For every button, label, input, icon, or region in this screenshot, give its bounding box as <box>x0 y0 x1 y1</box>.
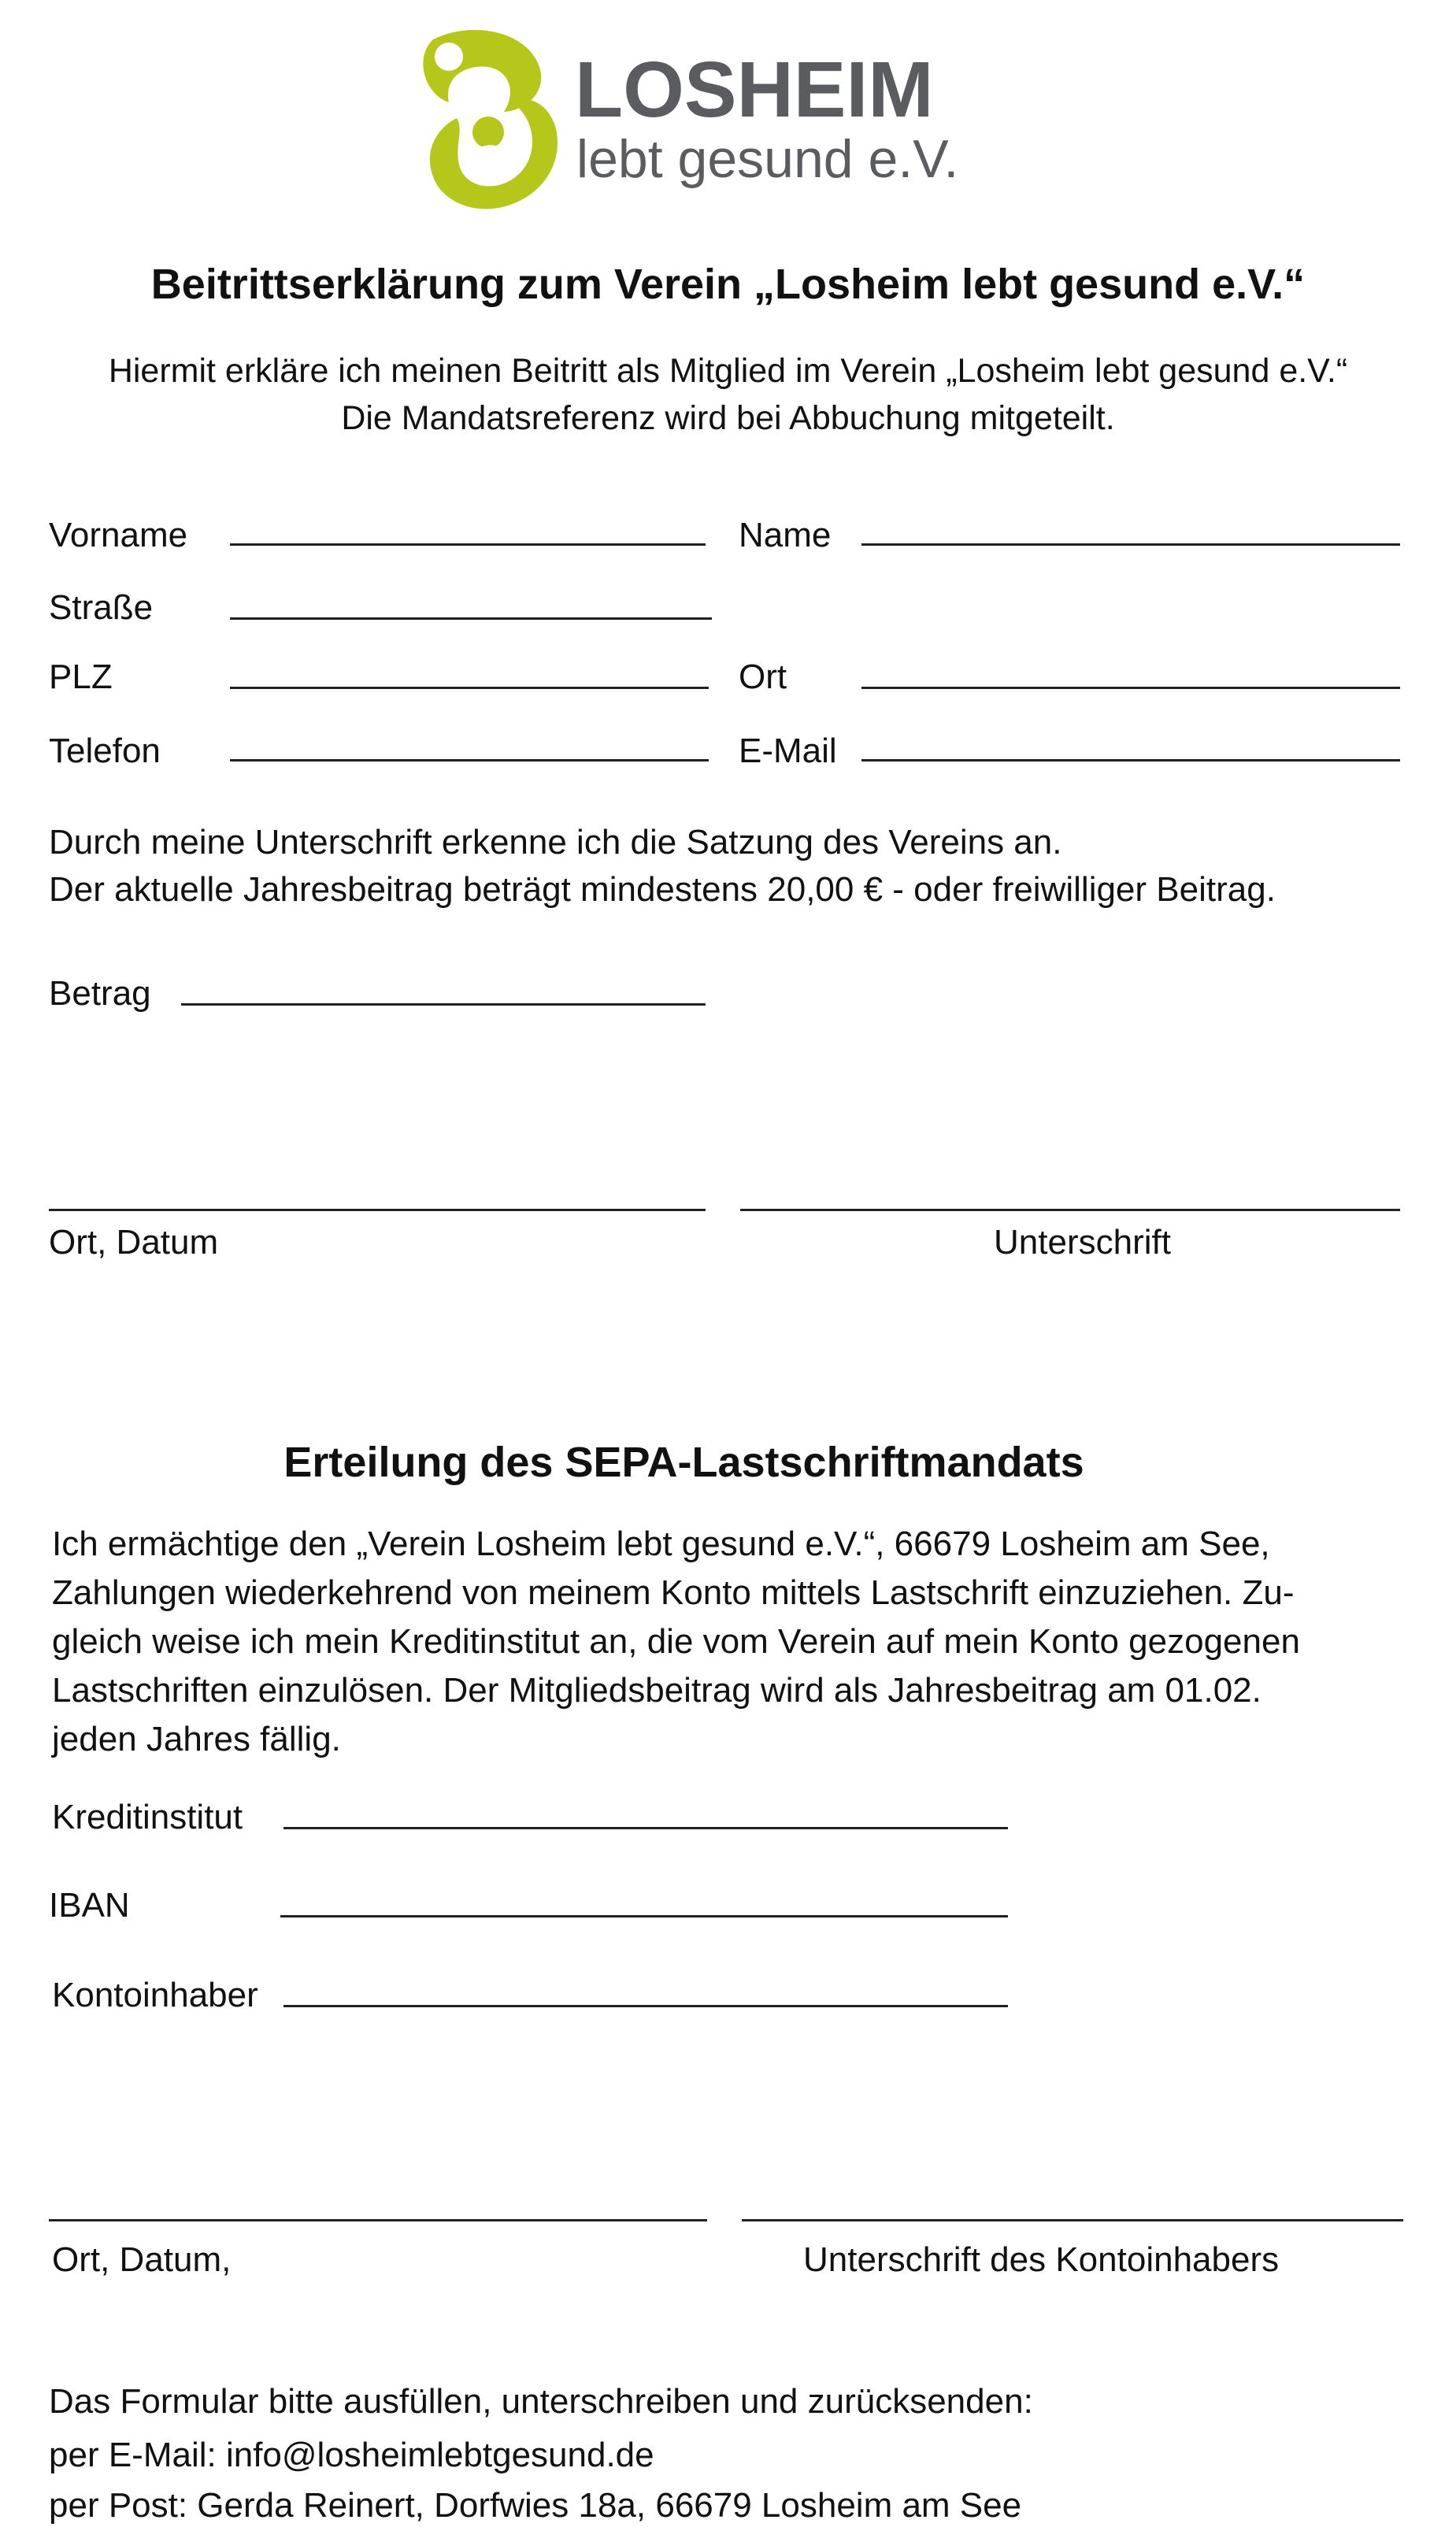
sepa-paragraph-line: Lastschriften einzulösen. Der Mitgliedsbeitrag wird als Jahresbeitrag am 01.02. <box>52 1671 1261 1710</box>
kontoinhaber-label: Kontoinhaber <box>52 1976 258 2014</box>
vorname-label: Vorname <box>49 516 188 554</box>
place-date-label: Ort, Datum <box>49 1223 219 1262</box>
sepa-signature-line[interactable] <box>742 2219 1403 2221</box>
signature-label: Unterschrift <box>994 1223 1171 1262</box>
telefon-label: Telefon <box>49 732 161 770</box>
iban-field[interactable] <box>280 1915 1008 1917</box>
membership-intro-line2: Die Mandatsreferenz wird bei Abbuchung mitgeteilt. <box>341 399 1115 437</box>
ort-label: Ort <box>739 658 787 696</box>
sepa-paragraph <box>52 1520 1406 1764</box>
name-label: Name <box>739 516 832 554</box>
logo-name: LOSHEIM <box>575 46 934 134</box>
ort-field[interactable] <box>861 687 1400 689</box>
logo-figures-icon <box>423 30 558 209</box>
vorname-field[interactable] <box>230 543 706 546</box>
name-field[interactable] <box>861 543 1400 546</box>
logo-tagline: lebt gesund e.V. <box>576 129 959 189</box>
iban-label: IBAN <box>49 1886 130 1925</box>
sepa-title: Erteilung des SEPA-Lastschriftmandats <box>283 1439 1084 1486</box>
sepa-place-date-label: Ort, Datum, <box>52 2240 232 2279</box>
footer-post: per Post: Gerda Reinert, Dorfwies 18a, 66679 Losheim am See <box>49 2486 1022 2525</box>
footer-email: per E-Mail: info@losheimlebtgesund.de <box>49 2436 654 2474</box>
kreditinstitut-field[interactable] <box>283 1827 1008 1829</box>
sepa-place-date-line[interactable] <box>49 2219 707 2221</box>
strasse-field[interactable] <box>230 617 712 620</box>
sepa-paragraph-line: jeden Jahres fällig. <box>52 1720 341 1758</box>
betrag-label: Betrag <box>49 974 151 1013</box>
statement-line1: Durch meine Unterschrift erkenne ich die Satzung des Vereins an. <box>49 823 1062 861</box>
place-date-line[interactable] <box>49 1209 706 1211</box>
telefon-field[interactable] <box>230 759 709 761</box>
losheim-logo <box>402 24 1000 213</box>
email-label: E-Mail <box>739 732 837 770</box>
statement-line2: Der aktuelle Jahresbeitrag beträgt mindestens 20,00 € - oder freiwilliger Beitrag. <box>49 870 1276 909</box>
membership-title: Beitrittserklärung zum Verein „Losheim lebt gesund e.V.“ <box>150 261 1306 308</box>
membership-intro-line1: Hiermit erkläre ich meinen Beitritt als Mitglied im Verein „Losheim lebt gesund e.V.“ <box>108 352 1348 390</box>
sepa-paragraph-line: gleich weise ich mein Kreditinstitut an, die vom Verein auf mein Konto gezogenen <box>52 1622 1300 1661</box>
betrag-field[interactable] <box>181 1003 706 1006</box>
signature-line[interactable] <box>740 1209 1400 1211</box>
plz-field[interactable] <box>230 687 709 689</box>
sepa-paragraph-line: Zahlungen wiederkehrend von meinem Konto mittels Lastschrift einzuziehen. Zu- <box>52 1573 1295 1612</box>
kreditinstitut-label: Kreditinstitut <box>52 1798 243 1836</box>
kontoinhaber-field[interactable] <box>283 2005 1008 2007</box>
strasse-label: Straße <box>49 588 154 627</box>
sepa-signature-label: Unterschrift des Kontoinhabers <box>803 2240 1280 2279</box>
email-field[interactable] <box>861 759 1400 761</box>
plz-label: PLZ <box>49 658 113 696</box>
footer-instruction: Das Formular bitte ausfüllen, unterschreiben und zurücksenden: <box>49 2382 1033 2421</box>
sepa-paragraph-line: Ich ermächtige den „Verein Losheim lebt gesund e.V.“, 66679 Losheim am See, <box>52 1525 1270 1563</box>
